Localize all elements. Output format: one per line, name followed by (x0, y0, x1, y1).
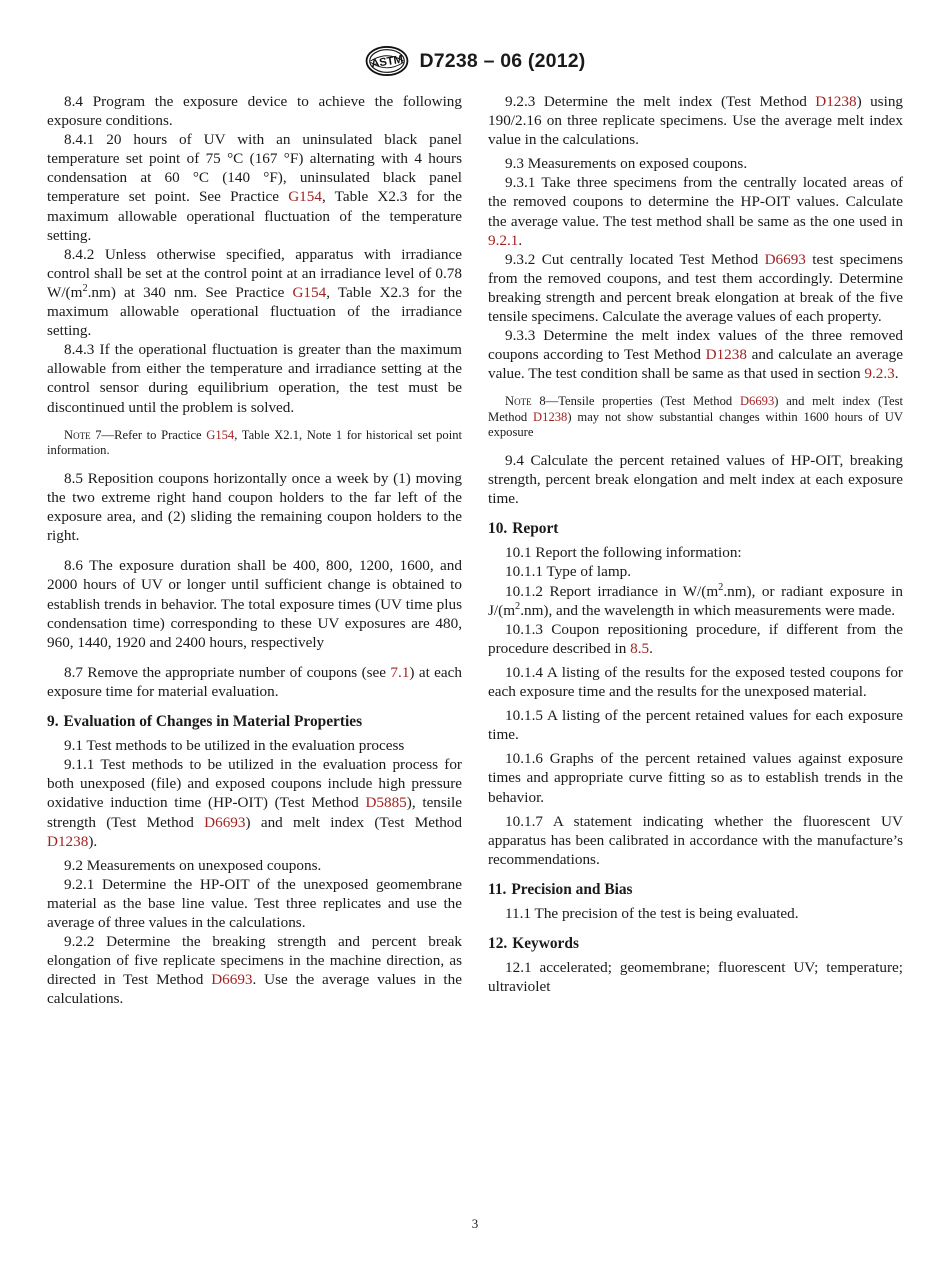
ref-d1238[interactable]: D1238 (815, 93, 857, 110)
paragraph-10-1: 10.1 Report the following information: (505, 544, 742, 562)
paragraph-8-7: 8.7 Remove the appropriate number of coupons (see 7.1) at each exposure time for material evaluation. (47, 663, 462, 700)
paragraph-9-2: 9.2 Measurements on unexposed coupons. (64, 856, 322, 874)
section-number: 10. (488, 520, 508, 538)
superscript-two: 2 (718, 581, 724, 593)
page-footer (0, 1216, 950, 1232)
ref-g154[interactable]: G154 (288, 188, 322, 206)
paragraph-10-1-6: 10.1.6 Graphs of the percent retained values against exposure times and appropriate curve fitting so as to establish trends in the behavior. (488, 750, 903, 806)
paragraph-8-4: 8.4 Program the exposure device to achieve the following exposure conditions. (47, 93, 462, 130)
section-title: Keywords (512, 935, 579, 953)
standard-designation: D7238 – 06 (2012) (419, 49, 586, 72)
paragraph-9-3-3: 9.3.3 Determine the melt index values of the three removed coupons according to Test Method D1238 and calculate an average value. The test condition shall be same as that used in section 9.2.3. (488, 327, 903, 383)
paragraph-10-1-1: 10.1.1 Type of lamp. (505, 563, 632, 581)
note-8: Note 8—Tensile properties (Test Method D6693) and melt index (Test Method D1238) may not show substantial changes within 1600 hours of UV exposure (488, 394, 903, 439)
note-label: Note (505, 394, 532, 409)
paragraph-10-1-5: 10.1.5 A listing of the percent retained values for each exposure time. (488, 707, 903, 744)
ref-g154[interactable]: G154 (292, 283, 327, 301)
ref-d6693[interactable]: D6693 (764, 250, 806, 268)
paragraph-8-4-1: 8.4.1 20 hours of UV with an uninsulated black panel temperature set point of 75 °C (167 °F) alternating with 4 hours condensation at 60 °C (140 °F), uninsulated black panel temperature set point. See Practice G154, Table X2.3 for the maximum allowable operational fluctuation of the temperature setting. (47, 131, 462, 244)
paragraph-10-1-7: 10.1.7 A statement indicating whether the fluorescent UV apparatus has been calibrated in accordance with the manufacture’s recommendations. (488, 812, 903, 868)
paragraph-9-1-1: 9.1.1 Test methods to be utilized in the evaluation process for both unexposed (file) and exposed coupons include high pressure oxidative induction time (HP-OIT) (Test Method D5885), tensile strength (Test Method D6693) and melt index (Test Method D1238). (47, 756, 462, 850)
paragraph-8-6: 8.6 The exposure duration shall be 400, 800, 1200, 1600, and 2000 hours of UV or longer until sufficient change is obtained to establish trends in behavior. The total exposure times (UV time plus condensation time) corresponding to these UV exposures are 480, 960, 1440, 1920 and 2400 hours, respectively (47, 557, 462, 651)
ref-d6693[interactable]: D6693 (204, 813, 246, 831)
ref-d6693[interactable]: D6693 (739, 394, 775, 409)
section-heading-11 (488, 880, 903, 899)
section-heading-10 (488, 519, 903, 538)
page-number: 3 (471, 1216, 479, 1231)
section-number: 12. (488, 935, 508, 953)
section-heading-9 (47, 712, 462, 731)
section-title: Precision and Bias (511, 880, 633, 898)
paragraph-9-1: 9.1 Test methods to be utilized in the evaluation process (64, 737, 405, 755)
left-column (47, 92, 462, 1008)
paragraph-10-1-4: 10.1.4 A listing of the results for the exposed tested coupons for each exposure time and the results for the unexposed material. (488, 663, 903, 701)
ref-d1238[interactable]: D1238 (533, 409, 568, 424)
paragraph-9-3-1: 9.3.1 Take three specimens from the centrally located areas of the removed coupons to determine the HP-OIT values. Calculate the average value. The test method shall be same as the one used in 9.2.1. (488, 174, 903, 249)
svg-text:ASTM: ASTM (370, 53, 405, 71)
ref-9-2-1[interactable]: 9.2.1 (488, 231, 519, 249)
paragraph-12-1: 12.1 accelerated; geomembrane; fluorescent UV; temperature; ultraviolet (488, 959, 903, 996)
paragraph-11-1: 11.1 The precision of the test is being evaluated. (505, 904, 799, 922)
paragraph-8-4-3: 8.4.3 If the operational fluctuation is greater than the maximum allowable from either the temperature and irradiance setting at the control sensor during equilibrium operation, the test must be discontinued until the problem is solved. (47, 341, 462, 416)
paragraph-10-1-2: 10.1.2 Report irradiance in $W/(m^2.nm)$, or radiant exposure in $J/(m^2.nm)$, and the wavelength in which measurements were made. (488, 581, 903, 619)
superscript-two: 2 (82, 282, 88, 294)
ref-d5885[interactable]: D5885 (365, 794, 407, 812)
paragraph-9-2-2: 9.2.2 Determine the breaking strength and percent break elongation of five replicate specimens in the machine direction, as directed in Test Method D6693. Use the average values in the calculations. (47, 933, 462, 1008)
section-number: 11. (488, 880, 507, 898)
paragraph-9-4: 9.4 Calculate the percent retained values of HP-OIT, breaking strength, percent break elongation and melt index at each exposure time. (488, 452, 903, 508)
paragraph-8-4-2: 8.4.2 Unless otherwise specified, apparatus with irradiance control shall be set at the control point at an irradiance level of 0.78 $W/(m^2.nm)$ at 340 nm. See Practice G154, Table X2.3 for the maximum allowable operational fluctuation of the irradiance setting. (47, 245, 463, 340)
right-column (488, 92, 903, 1008)
ref-9-2-3[interactable]: 9.2.3 (864, 365, 895, 383)
note-7: Note 7—Refer to Practice G154, Table X2.1, Note 1 for historical set point information. (47, 427, 462, 457)
two-column-body (47, 92, 903, 1008)
ref-d1238[interactable]: D1238 (47, 832, 89, 850)
section-number: 9. (47, 713, 59, 731)
paragraph-9-3: 9.3 Measurements on exposed coupons. (505, 155, 748, 173)
ref-d1238[interactable]: D1238 (705, 346, 747, 364)
paragraph-9-2-3: 9.2.3 Determine the melt index (Test Method D1238) using 190/2.16 on three replicate specimens. Use the average melt index value in the calculations. (488, 93, 904, 149)
paragraph-10-1-3: 10.1.3 Coupon repositioning procedure, if different from the procedure described in 8.5. (488, 620, 903, 657)
section-heading-12 (488, 934, 903, 953)
ref-8-5[interactable]: 8.5 (630, 639, 650, 657)
astm-logo-icon (364, 46, 410, 76)
ref-7-1[interactable]: 7.1 (390, 663, 410, 681)
ref-g154[interactable]: G154 (206, 427, 235, 442)
page-header (0, 0, 950, 78)
superscript-two: 2 (515, 600, 521, 612)
section-title: Evaluation of Changes in Material Properties (63, 713, 363, 731)
ref-d6693[interactable]: D6693 (211, 971, 253, 989)
paragraph-9-3-2: 9.3.2 Cut centrally located Test Method D6693 test specimens from the removed coupons, and test them accordingly. Determine breaking strength and percent break elongation at break of the five tensile specimens. Calculate the average values of each property. (488, 250, 903, 326)
note-label: Note (64, 427, 91, 442)
section-title: Report (512, 520, 559, 538)
paragraph-8-5: 8.5 Reposition coupons horizontally once a week by (1) moving the two extreme right hand coupon holders to the far left of the exposure area, and (2) sliding the remaining coupon holders to the right. (47, 470, 462, 545)
paragraph-9-2-1: 9.2.1 Determine the HP-OIT of the unexposed geomembrane material as the base line value. Test three replicates and use the average of three values in the calculations. (47, 875, 462, 931)
